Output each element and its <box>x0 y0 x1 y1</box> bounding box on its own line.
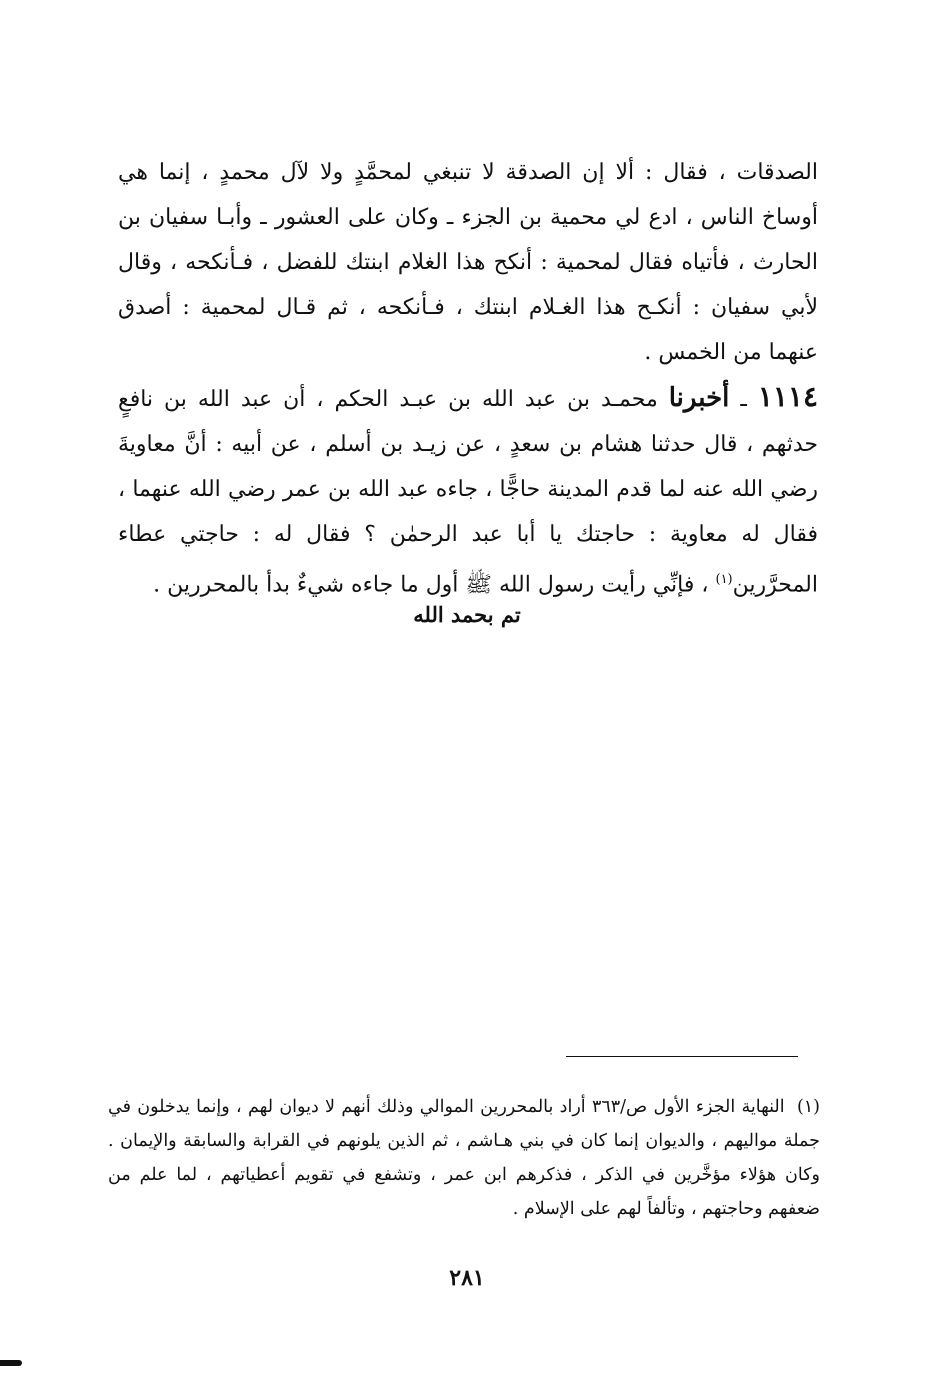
footnote-marker: (١) <box>796 1097 820 1117</box>
footnote-reference: (١) <box>715 572 733 587</box>
scan-edge-mark <box>0 1360 22 1366</box>
page-number: ٢٨١ <box>449 1265 485 1291</box>
hadith-lead-word: أخبرنا <box>668 383 730 413</box>
hadith-separator: ـ <box>729 387 758 412</box>
paragraph-continuation: الصدقات ، فقال : ألا إن الصدقة لا تنبغي لمحمَّدٍ ولا لآل محمدٍ ، إنما هي أوساخ الناس ، ادع لي محمية بن الجزء ـ وكان على العشور ـ وأبـا سفيان بن الحارث ، فأتياه فقال لمحمية : أنكح هذا الغلام ابنتك للفضل ، فـأنكحه ، وقال لأبي سفيان : أنكـح هذا الغـلام ابنتك ، فـأنكحه ، ثم قـال لمحمية : أصدق عنهما من الخمس . <box>118 160 818 365</box>
footnote <box>108 1090 820 1226</box>
hadith-number: ١١١٤ <box>757 380 818 413</box>
hadith-text: محمـد بن عبد الله بن عبـد الحكم ، أن عبد الله بن نافعٍ حدثهم ، قال حدثنا هشام بن سعدٍ ، عن زيـد بن أسلم ، عن أبيه : أنَّ معاويةَ رضي الله عنه لما قدم المدينة حاجًّا ، جاءه عبد الله بن عمر رضي الله عنهما ، فقال له معاوية : حاجتك يا أبا عبد الرحمٰن ؟ فقال له : حاجتي عطاء المحرَّرين <box>118 387 818 598</box>
hadith-paragraph <box>118 374 818 607</box>
footnote-text: النهاية الجزء الأول ص/٣٦٣ أراد بالمحررين الموالي وذلك أنهم لا ديوان لهم ، وإنما يدخلون في جملة مواليهم ، والديوان إنما كان في بني هـاشم ، ثم الذين يلونهم في القرابة والسابقة والإيمان . وكان هؤلاء مؤخَّرين في الذكر ، فذكرهم ابن عمر ، وتشفع في تقويم أعطياتهم ، لما علم من ضعفهم وحاجتهم ، وتألفاً لهم على الإسلام . <box>108 1097 820 1219</box>
footnote-divider <box>566 1056 798 1057</box>
hadith-text-end: ، فإنِّي رأيت رسول الله ﷺ أول ما جاءه شيءٌ بدأ بالمحررين . <box>153 572 716 598</box>
closing-line: تم بحمد الله <box>413 602 521 627</box>
